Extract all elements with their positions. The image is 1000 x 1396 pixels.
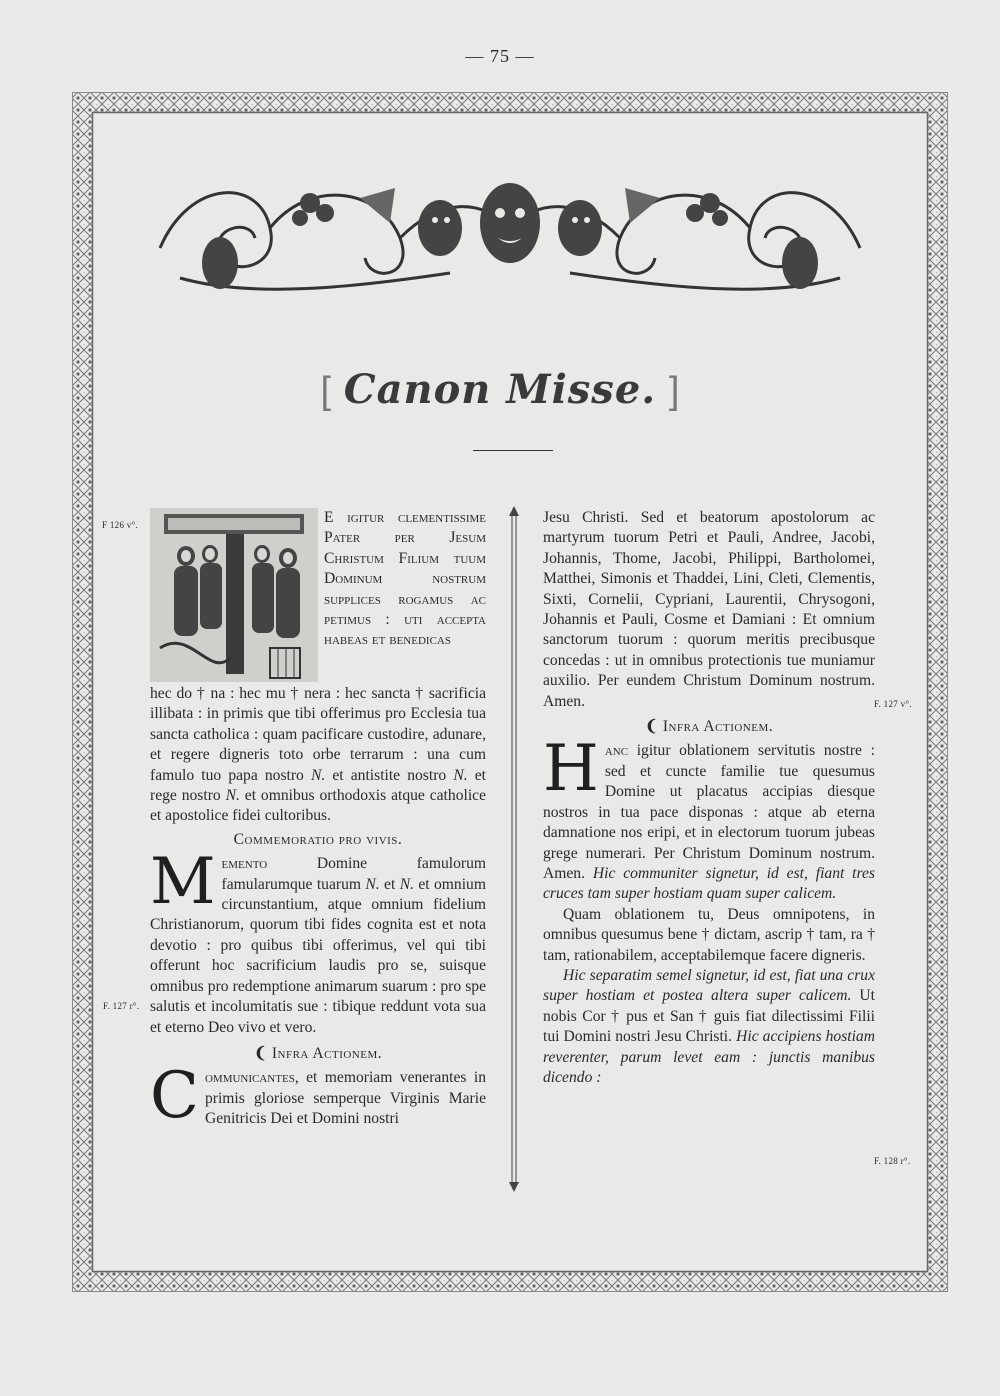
dropcap-c: C <box>150 1059 199 1134</box>
title-close-bracket: ] <box>668 370 680 412</box>
right-column <box>543 508 875 1088</box>
te-igitur-continuation: hec do † na : hec mu † nera : hec sancta † sacrificia illibata : in primis que tibi offerimus pro Ecclesia tua sancta catholica : quam pacificare custodire, adunare, et regere digneris toto orbe terrarum : una cum famulo tuo papa nostro N. et antistite nostro N. et rege nostro N. et omnibus orthodoxis atque catholice et apostolice fidei cultoribus. <box>150 685 486 825</box>
left-column <box>150 508 486 1134</box>
dropcap-m: M <box>150 845 216 920</box>
title-text: Canon Misse. <box>343 366 657 413</box>
margin-note-f128r: F. 128 r°. <box>874 1156 911 1166</box>
memento-paragraph: Memento Domine famulorum famularumque tuarum N. et N. et omnium circunstantium, atque omnium fidelium Christianorum, quorum tibi fides cognita est et nota devotio : pro quibus tibi offerimus, vel qui tibi offerunt hoc sacrificium laudis pro se, suisque omnibus pro redemptione animarum suarum : pro spe salutis et incolumitatis sue : tibique reddunt vota sua et eterno Deo vivo et vero. <box>150 845 486 1036</box>
illuminated-initial-t <box>150 508 318 682</box>
margin-note-f127v: F. 127 v°. <box>874 699 912 709</box>
communicantes-paragraph: Communicantes, et memoriam venerantes in primis gloriose semperque Virginis Marie Genitricis Dei et Domini nostri <box>150 1059 486 1134</box>
column-divider <box>504 506 524 1192</box>
heading-infra-actionem-1: ❨ Infra Actionem. <box>253 1044 383 1062</box>
title-rule <box>473 450 553 451</box>
hic-separatim-paragraph: Hic separatim semel signetur, id est, fiat una crux super hostiam et postea altera super calicem. Ut nobis Cor † pus et San † guis fiat dilectissimi Filii tui Domini nostri Jesu Christi. Hic accipiens hostiam reverenter, parum levet eam : junctis manibus dicendo : <box>543 966 875 1086</box>
page-number: — 75 — <box>465 46 535 66</box>
margin-note-f127r: F. 127 r°. <box>103 1001 140 1011</box>
title-open-bracket: [ <box>320 370 332 412</box>
page-title <box>0 366 1000 413</box>
hanc-igitur-paragraph: Hanc igitur oblationem servitutis nostre : sed et cuncte familie tue quesumus Domine ut placatus accipias diesque nostros in tua pace disponas : atque ab eterna damnatione nos eripi, et in electorum tuorum jubeas grege numerari. Per Christum Dominum nostrum. Amen. Hic communiter signetur, id est, fiant tres cruces tam super hostiam quam super calicem. <box>543 732 875 903</box>
foliage-banner-ornament <box>150 158 870 298</box>
communicantes-continuation: Jesu Christi. Sed et beatorum apostolorum ac martyrum tuorum Petri et Pauli, Andree, Jacobi, Johannis, Thome, Jacobi, Philippi, Bartholomei, Matthei, Simonis et Thaddei, Lini, Cleti, Clementis, Sixti, Cornelii, Cypriani, Laurentii, Chrysogoni, Johannis et Pauli, Cosme et Damiani : Et omnium sanctorum tuorum : quorum meritis precibusque concedas : ut in omnibus protectionis tue muniamur auxilio. Per eundem Christum Dominum nostrum. Amen. <box>543 509 875 710</box>
heading-infra-actionem-2: ❨ Infra Actionem. <box>644 718 774 736</box>
dropcap-h: H <box>543 732 599 807</box>
quam-oblationem-paragraph: Quam oblationem tu, Deus omnipotens, in omnibus quesumus bene † dictam, ascrip † tam, ra † tam, rationabilem, acceptabilemque facere digneris. <box>543 905 875 964</box>
margin-note-f126: F 126 v°. <box>102 520 139 530</box>
te-igitur-first-lines: E igitur clementissime Pater per Jesum Christum Filium tuum Dominum nostrum supplices rogamus ac petimus : uti accepta habeas et benedicas <box>324 509 486 649</box>
heading-commemoratio: Commemoratio pro vivis. <box>233 830 403 848</box>
